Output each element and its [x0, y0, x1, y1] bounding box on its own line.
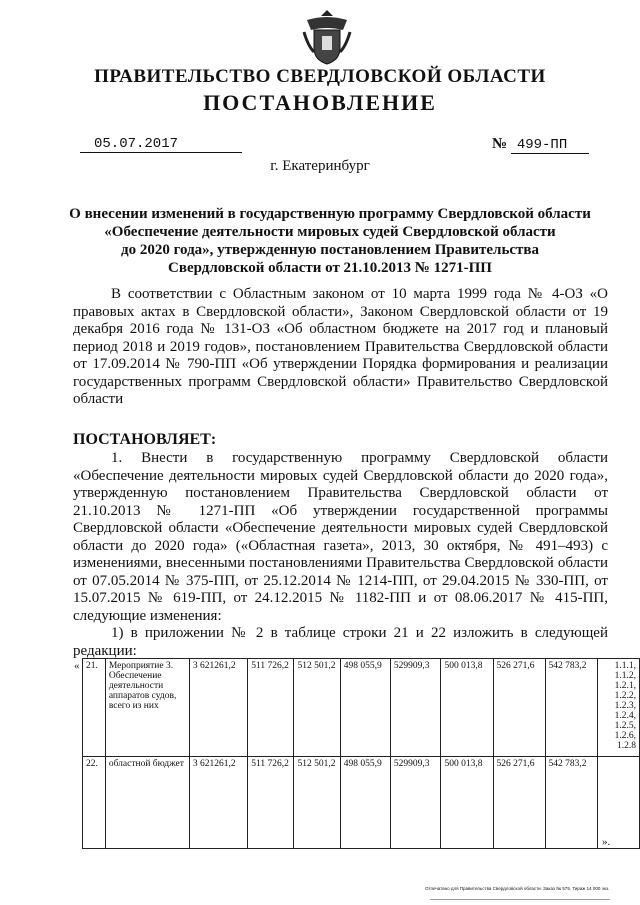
cell: 512 501,2	[294, 757, 340, 849]
table-row	[83, 659, 640, 757]
document-title: О внесении изменений в государственную программу Свердловской области «Обеспечение деятельности мировых судей Свердловской области до 2020 года», утвержденную постановлением Правительства Свердловской области от 21.10.2013 № 1271-ПП	[69, 206, 591, 276]
government-name: ПРАВИТЕЛЬСТВО СВЕРДЛОВСКОЙ ОБЛАСТИ	[94, 66, 546, 87]
cell: 542 783,2	[545, 659, 597, 757]
open-quote: «	[74, 660, 80, 672]
cell: 526 271,6	[493, 757, 545, 849]
cell: 512 501,2	[294, 659, 340, 757]
cell: 511 726,2	[248, 757, 294, 849]
cell: областной бюджет	[105, 757, 189, 849]
document-type: ПОСТАНОВЛЕНИЕ	[203, 90, 437, 115]
cell: 22.	[83, 757, 106, 849]
cell: 498 055,9	[340, 757, 390, 849]
cell: 3 621261,2	[189, 757, 247, 849]
preamble: В соответствии с Областным законом от 10 марта 1999 года № 4-ОЗ «О правовых актах в Свердловской области», Законом Свердловской области от 19 декабря 2016 года № 131-ОЗ «Об областном бюджете на 2017 год и плановый период 2018 и 2019 годов», постановлением Правительства Свердловской области от 17.09.2014 № 790-ПП «Об утверждении Порядка формирования и реализации государственных программ Свердловской области» Правительство Свердловской области	[73, 286, 608, 407]
document-date: 05.07.2017	[80, 136, 242, 153]
cell: Мероприятие 3. Обеспечение деятельности аппаратов судов, всего из них	[105, 659, 189, 757]
item-1: 1. Внести в государственную программу Свердловской области «Обеспечение деятельности мировых судей Свердловской области до 2020 года», утвержденную постановлением Правительства Свердловской области от 21.10.2013 № 1271-ПП «Об утверждении государственной программы Свердловской области «Обеспечение деятельности мировых судей Свердловской области до 2020 года» («Областная газета», 2013, 30 октября, № 491–493) с изменениями, внесенными постановлениями Правительства Свердловской области от 07.05.2014 № 375-ПП, от 25.12.2014 № 1214-ПП, от 29.04.2015 № 330-ПП, от 15.07.2015 № 619-ПП, от 24.12.2015 № 1182-ПП и от 08.06.2017 № 415-ПП, следующие изменения: 1) в приложении № 2 в таблице строки 21 и 22 изложить в следующей редакции:	[73, 450, 608, 659]
table-row	[83, 757, 640, 849]
budget-table	[82, 658, 640, 849]
cell: 1.1.1, 1.1.2, 1.2.1, 1.2.2, 1.2.3, 1.2.4, 1.2.5, 1.2.6, 1.2.8	[597, 659, 639, 757]
cell: 511 726,2	[248, 659, 294, 757]
city: г. Екатеринбург	[270, 158, 370, 174]
print-footer: Отпечатано для Правительства Свердловской области. Заказ № 575. Тираж 14 000 экз.	[425, 886, 610, 891]
footer-divider	[430, 899, 610, 900]
document-number: № 499-ПП	[492, 136, 589, 153]
cell: 529909,3	[390, 757, 441, 849]
cell: 542 783,2	[545, 757, 597, 849]
coat-of-arms-icon	[302, 8, 352, 66]
cell: 500 013,8	[441, 757, 493, 849]
close-quote: ».	[602, 836, 611, 848]
cell: 526 271,6	[493, 659, 545, 757]
cell: 529909,3	[390, 659, 441, 757]
cell	[597, 757, 639, 849]
cell: 500 013,8	[441, 659, 493, 757]
cell: 498 055,9	[340, 659, 390, 757]
cell: 3 621261,2	[189, 659, 247, 757]
resolves-heading: ПОСТАНОВЛЯЕТ:	[73, 431, 217, 448]
cell: 21.	[83, 659, 106, 757]
